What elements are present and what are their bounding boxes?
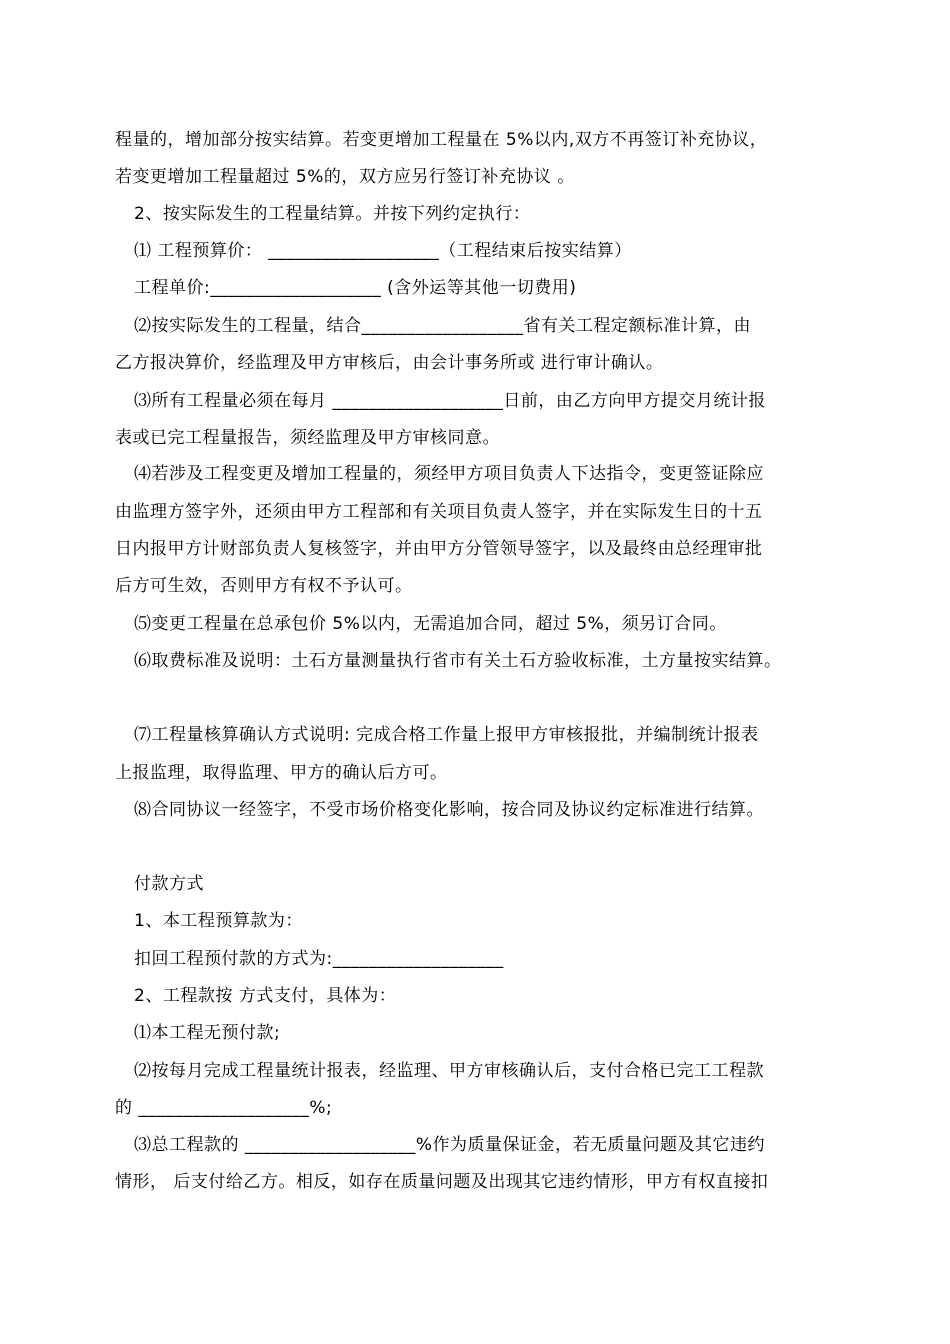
text-line: 表或已完工程量报告，须经监理及甲方审核同意。 bbox=[115, 428, 500, 448]
text-line: ⑶所有工程量必须在每月 ___________________日前，由乙方向甲方提交月统计报 bbox=[134, 391, 766, 411]
text-line: ⑶总工程款的 ___________________%作为质量保证金，若无质量问题及其它违约 bbox=[134, 1135, 766, 1155]
text-line: 上报监理，取得监理、甲方的确认后方可。 bbox=[115, 763, 448, 783]
text-line: 1、本工程预算款为： bbox=[134, 911, 303, 931]
text-line: ⑸变更工程量在总承包价 5%以内，无需追加合同，超过 5%，须另订合同。 bbox=[134, 614, 727, 634]
section-heading: 付款方式 bbox=[134, 874, 204, 894]
text-line: 情形， 后支付给乙方。相反，如存在质量问题及出现其它违约情形，甲方有权直接扣 bbox=[115, 1172, 769, 1192]
text-line: ⑵按实际发生的工程量，结合__________________省有关工程定额标准计算，由 bbox=[134, 316, 751, 336]
text-line: ⑻合同协议一经签字，不受市场价格变化影响，按合同及协议约定标准进行结算。 bbox=[134, 800, 764, 820]
text-line: ⑷若涉及工程变更及增加工程量的，须经甲方项目负责人下达指令，变更签证除应 bbox=[134, 464, 764, 484]
text-line: 后方可生效，否则甲方有权不予认可。 bbox=[115, 576, 413, 596]
text-line: 的 ___________________%; bbox=[115, 1098, 333, 1118]
text-line: 2、工程款按 方式支付，具体为： bbox=[134, 986, 397, 1006]
text-line: 乙方报决算价，经监理及甲方审核后，由会计事务所或 进行审计确认。 bbox=[115, 353, 664, 373]
text-line: ⑴本工程无预付款; bbox=[134, 1023, 281, 1043]
text-line: ⑺工程量核算确认方式说明: 完成合格工作量上报甲方审核报批，并编制统计报表 bbox=[134, 725, 759, 745]
text-line: 扣回工程预付款的方式为:___________________ bbox=[134, 949, 504, 969]
text-line: ⑵按每月完成工程量统计报表，经监理、甲方审核确认后，支付合格已完工工程款 bbox=[134, 1061, 764, 1081]
text-line: 程量的，增加部分按实结算。若变更增加工程量在 5%以内,双方不再签订补充协议， bbox=[115, 130, 768, 150]
text-line: 2、按实际发生的工程量结算。并按下列约定执行： bbox=[134, 204, 531, 224]
text-line: 由监理方签字外，还须由甲方工程部和有关项目负责人签字，并在实际发生日的十五 bbox=[115, 502, 763, 522]
text-line: 日内报甲方计财部负责人复核签字，并由甲方分管领导签字，以及最终由总经理审批 bbox=[115, 539, 763, 559]
text-line: ⑴ 工程预算价： ___________________（工程结束后按实结算） bbox=[134, 241, 632, 261]
text-line: 若变更增加工程量超过 5%的，双方应另行签订补充协议 。 bbox=[115, 167, 575, 187]
text-line: 工程单价:___________________ (含外运等其他一切费用) bbox=[134, 278, 577, 298]
text-line: ⑹取费标准及说明：土石方量测量执行省市有关土石方验收标准，土方量按实结算。 bbox=[134, 651, 782, 671]
